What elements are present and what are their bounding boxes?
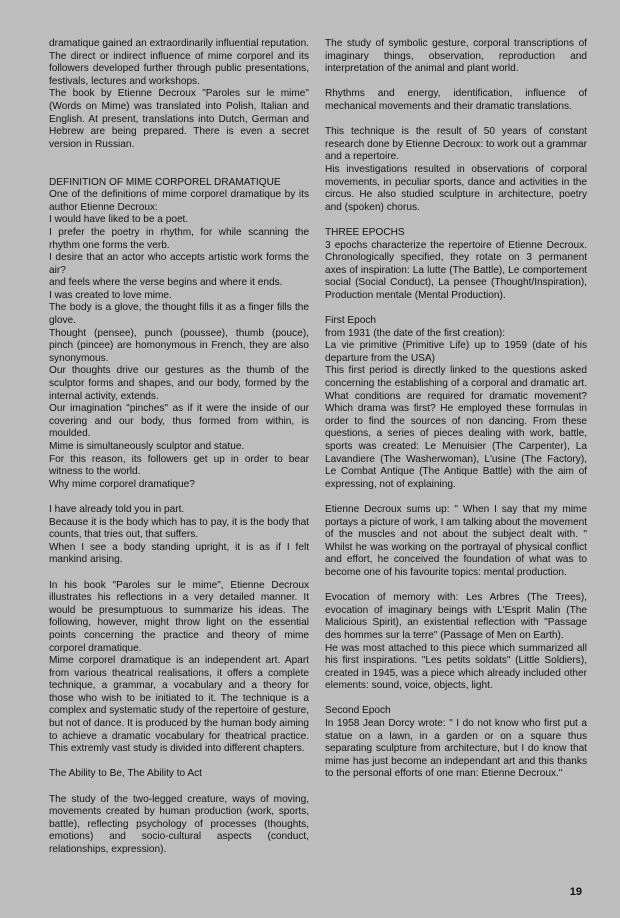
paragraph: Why mime corporel dramatique?: [49, 478, 195, 490]
paragraph: I have already told you in part.: [49, 503, 185, 515]
paragraph: from 1931 (the date of the first creation):: [325, 327, 506, 339]
paragraph: Our imagination "pinches" as if it were the inside of our covering and our body, thus formed from within, is moulded.: [49, 403, 309, 440]
paragraph: I prefer the poetry in rhythm, for while scanning the rhythm one forms the verb.: [49, 226, 309, 251]
paragraph: The book by Etienne Decroux "Paroles sur le mime" (Words on Mime) was translated into Polish, Italian and English. At present, translations into Dutch, German and Hebrew are being prepared. There is even a secret version in Russian.: [49, 88, 309, 150]
paragraph: When I see a body standing upright, it is as if I felt mankind arising.: [49, 541, 309, 566]
subheading: Second Epoch: [325, 705, 391, 717]
paragraph: and feels where the verse begins and where it ends.: [49, 277, 283, 289]
right-column: [325, 38, 587, 781]
paragraph: I would have liked to be a poet.: [49, 214, 189, 226]
paragraph: I desire that an actor who accepts artistic work forms the air?: [49, 252, 309, 276]
paragraph: Our thoughts drive our gestures as the thumb of the sculptor forms and shapes, and our body, formed by the internal activity, extends.: [49, 365, 309, 402]
paragraph: He was most attached to this piece which summarized all his first inspirations. "Les petits soldats" (Little Soldiers), created in 1945, was a piece which already included other elements: sound, voice, objects, light.: [325, 642, 587, 692]
paragraph: Rhythms and energy, identification, influence of mechanical movements and their dramatic translations.: [325, 88, 587, 112]
paragraph: Mime is simultaneously sculptor and statue.: [49, 441, 245, 452]
paragraph: Evocation of memory with: Les Arbres (The Trees), evocation of imaginary beings with L'Esprit Malin (The Malicious Spirit), an existential reflection with "Passage des hommes sur la terre" (Passage of Men on Earth).: [325, 592, 587, 641]
paragraph: Thought (pensee), punch (poussee), thumb (pouce), pinch (pincee) are homonymous in French, they are also synonymous.: [49, 327, 309, 364]
paragraph: The study of symbolic gesture, corporal transcriptions of imaginary things, observation, reproduction and interpretation of the animal and plant world.: [325, 38, 587, 75]
paragraph: I was created to love mime.: [49, 289, 172, 301]
subheading: The Ability to Be, The Ability to Act: [49, 768, 202, 780]
subheading: First Epoch: [325, 315, 377, 327]
paragraph: Because it is the body which has to pay, it is the body that counts, that tries out, that suffers.: [49, 516, 309, 541]
paragraph: In 1958 Jean Dorcy wrote: " I do not know who first put a statue on a lawn, in a garden or on a square thus separating sculpture from architecture, but I do know that mime has just become an independant art and this thanks to the personal efforts of one man: Etienne Decroux.": [325, 718, 587, 780]
paragraph: One of the definitions of mime corporel dramatique by its author Etienne Decroux:: [49, 189, 309, 213]
paragraph: La vie primitive (Primitive Life) up to 1959 (date of his departure from the USA): [325, 340, 587, 364]
paragraph: This first period is directly linked to the questions asked concerning the establishing of a corporal and dramatic art. What conditions are required for dramatic movement? Which drama was first? He employed these formulas in order to find the sources of non dancing. From these questions, a series of pieces dealing with work, battle, sports was created: Le Menuisier (The Carpenter), La Lavandiere (The Washerwoman), L'usine (The Factory), Le Combat Antique (The Antique Battle) with the aim of expressing, not of explaining.: [325, 365, 587, 490]
paragraph: His investigations resulted in observations of corporal movements, in peculiar sports, dance and activities in the circus. He also studied sculpture in architecture, poetry and (spoken) chorus.: [325, 163, 587, 213]
page-number: 19: [569, 886, 582, 898]
section-heading: DEFINITION OF MIME CORPOREL DRAMATIQUE: [49, 176, 281, 188]
left-column: [49, 38, 309, 857]
paragraph: In his book "Paroles sur le mime", Etienne Decroux illustrates his reflections in a very detailed manner. It would be presumptuous to summarize his ideas. The following, however, might throw light on the essential points concerning the practice and theory of mime corporel dramatique.: [49, 579, 309, 654]
paragraph: Etienne Decroux sums up: " When I say that my mime portays a picture of work, I am talking about the movement of the muscles and not about the subject dealt with. " Whilst he was working on the portrayal of physical conflict and effort, he conceived the foundation of what was to become one of his favourite topics: mental production.: [325, 503, 588, 578]
paragraph: The study of the two-legged creature, ways of moving, movements created by human production (work, sports, battle), reflecting psychology of processes (thoughts, emotions) and socio-cultural aspects (conduct, relationships, expression).: [49, 793, 309, 855]
paragraph: Mime corporel dramatique is an independent art. Apart from various theatrical realisations, it offers a complete technique, a grammar, a vocabulary and a theory for those who wish to be initiated to it. The technique is a complex and systematic study of the repertoire of gesture, but not of dance. It is produced by the human body aiming to achieve a dramatic vocabulary for theatrical practice. This extremly vast study is divided into different chapters.: [49, 655, 309, 755]
paragraph: The body is a glove, the thought fills it as a finger fills the glove.: [49, 302, 309, 327]
paragraph: dramatique gained an extraordinarily influential reputation. The direct or indirect influence of mime corporel and its followers developed further through public presentations, festivals, lectures and workshops.: [49, 38, 309, 87]
paragraph: This technique is the result of 50 years of constant research done by Etienne Decroux: to work out a grammar and a repertoire.: [325, 126, 588, 163]
paragraph: For this reason, its followers get up in order to bear witness to the world.: [49, 453, 309, 478]
section-heading: THREE EPOCHS: [325, 226, 405, 238]
paragraph: 3 epochs characterize the repertoire of Etienne Decroux. Chronologically specified, they rotate on 3 permanent axes of inspiration: La lutte (The Battle), Le comportement social (Social Conduct), La pensee (Thought/Inspiration), Production mentale (Mental Production).: [325, 239, 587, 301]
